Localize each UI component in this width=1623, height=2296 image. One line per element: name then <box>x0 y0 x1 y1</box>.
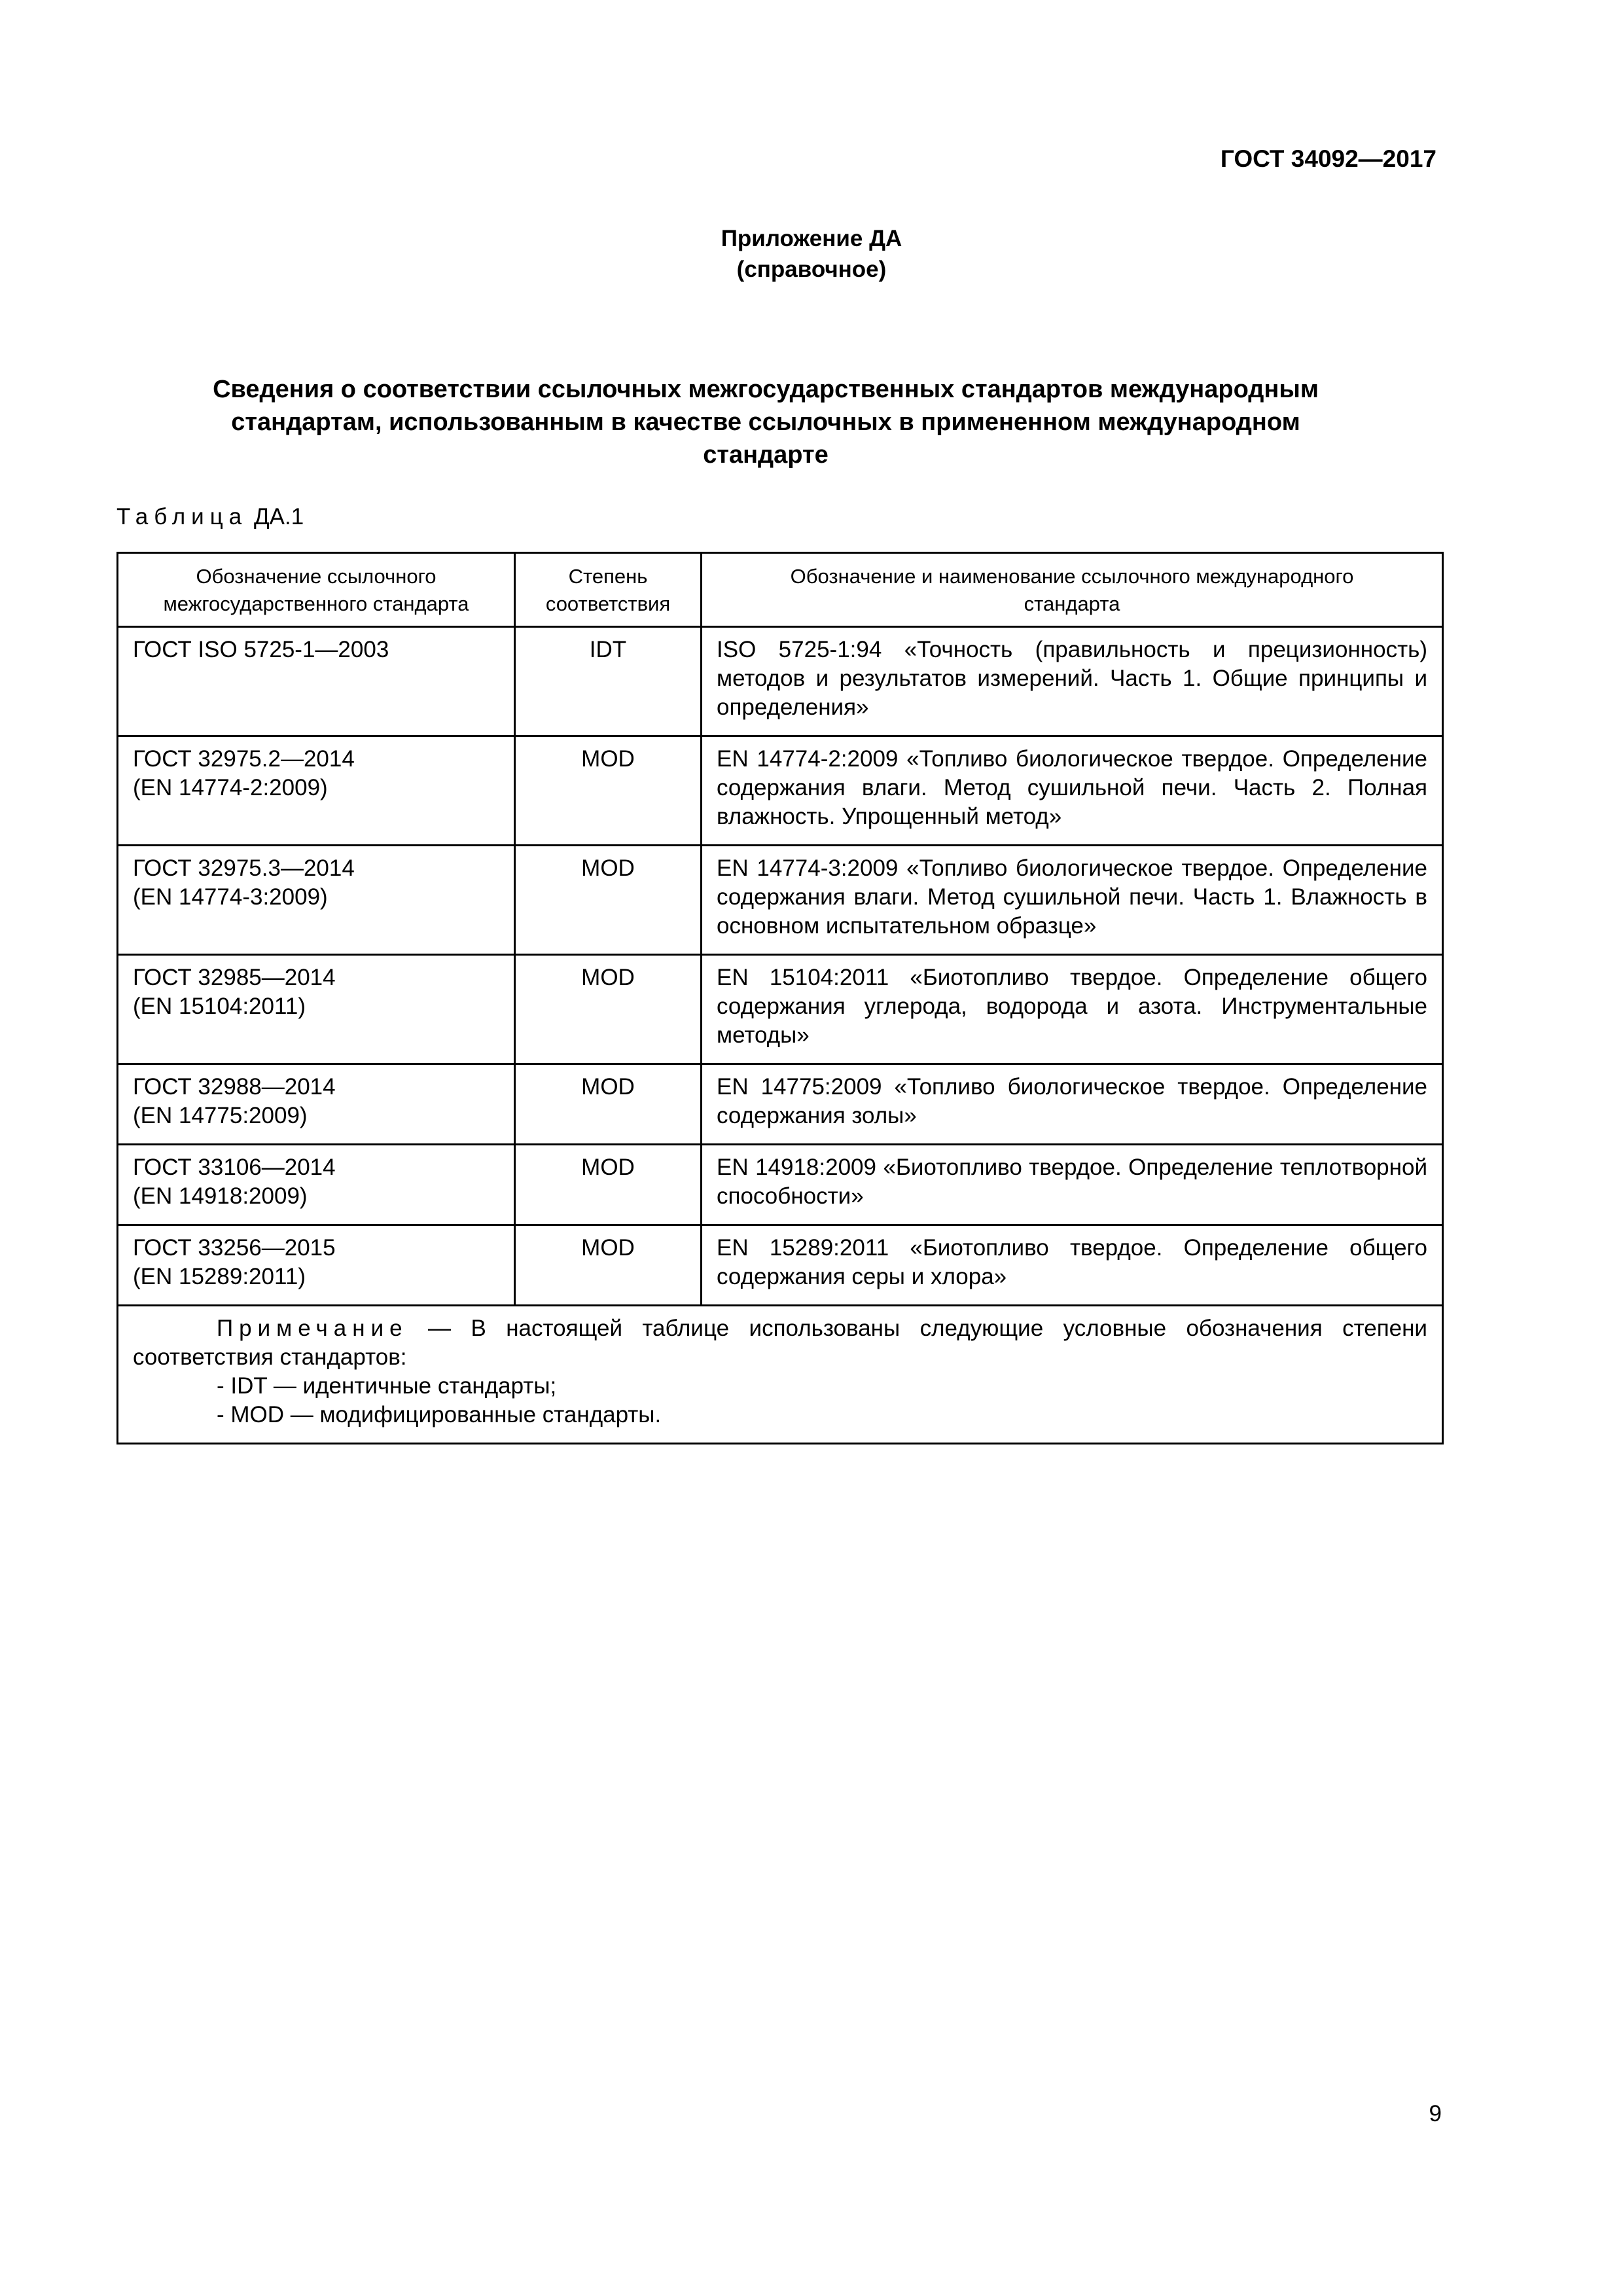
cell-intl: EN 14918:2009 «Биотопливо твердое. Определение теплотворной способности» <box>702 1145 1443 1225</box>
gost-code: ГОСТ 32975.3—2014 <box>133 855 355 881</box>
section-title-line: стандарте <box>703 441 829 469</box>
cell-intl: EN 15289:2011 «Биотопливо твердое. Определение общего содержания серы и хлора» <box>702 1225 1443 1306</box>
cell-degree: MOD <box>515 955 702 1064</box>
gost-en-code: (EN 14774-2:2009) <box>133 775 328 800</box>
gost-en-code: (EN 14918:2009) <box>133 1183 308 1209</box>
header-line: межгосударственного стандарта <box>163 592 469 615</box>
note-text <box>133 1314 1427 1372</box>
gost-en-code: (EN 15289:2011) <box>133 1264 306 1289</box>
cell-gost <box>118 1145 515 1225</box>
table-note-row <box>118 1306 1443 1444</box>
page-number: 9 <box>1429 2101 1442 2126</box>
gost-en-code: (EN 15104:2011) <box>133 994 306 1019</box>
gost-code: ГОСТ 33256—2015 <box>133 1235 336 1261</box>
cell-intl: ISO 5725-1:94 «Точность (правильность и прецизионность) методов и результатов измерений. Часть 1. Общие принципы и определения» <box>702 627 1443 736</box>
header-line: Обозначение ссылочного <box>196 565 437 588</box>
cell-degree: MOD <box>515 736 702 846</box>
cell-intl: EN 14774-3:2009 «Топливо биологическое твердое. Определение содержания влаги. Метод сушильной печи. Часть 1. Влажность в основном испытательном образце» <box>702 846 1443 955</box>
cell-gost <box>118 627 515 736</box>
note-item: - MOD — модифицированные стандарты. <box>217 1402 662 1427</box>
table-header-row <box>118 553 1443 627</box>
header-line: Степень <box>568 565 648 588</box>
header-degree <box>515 553 702 627</box>
note-item: - IDT — идентичные стандарты; <box>217 1373 557 1399</box>
table-row <box>118 1225 1443 1306</box>
cell-gost <box>118 1064 515 1145</box>
header-gost <box>118 553 515 627</box>
section-title-line: стандартам, использованным в качестве ссылочных в примененном международном <box>231 408 1300 436</box>
cell-intl: EN 14774-2:2009 «Топливо биологическое твердое. Определение содержания влаги. Метод сушильной печи. Часть 2. Полная влажность. Упрощенный метод» <box>702 736 1443 846</box>
gost-code: ГОСТ 32988—2014 <box>133 1074 336 1100</box>
appendix-title: Приложение ДА <box>721 226 902 251</box>
table-row <box>118 955 1443 1064</box>
gost-code: ГОСТ 32985—2014 <box>133 965 336 990</box>
table-row <box>118 736 1443 846</box>
gost-code: ГОСТ 32975.2—2014 <box>133 746 355 772</box>
header-line: стандарта <box>1024 592 1120 615</box>
table-row <box>118 846 1443 955</box>
note-body: — В настоящей таблице использованы следующие условные обозначения степени соответствия стандартов: <box>133 1316 1427 1370</box>
gost-en-code: (EN 14775:2009) <box>133 1103 308 1128</box>
cell-gost <box>118 1225 515 1306</box>
note-label: Примечание <box>217 1316 408 1341</box>
cell-degree: MOD <box>515 1225 702 1306</box>
cell-degree: MOD <box>515 1145 702 1225</box>
correspondence-table <box>116 552 1444 1444</box>
cell-degree: IDT <box>515 627 702 736</box>
cell-intl: EN 14775:2009 «Топливо биологическое твердое. Определение содержания золы» <box>702 1064 1443 1145</box>
document-code: ГОСТ 34092—2017 <box>1220 145 1436 172</box>
table-row <box>118 1064 1443 1145</box>
header-line: соответствия <box>545 592 671 615</box>
header-intl <box>702 553 1443 627</box>
table-caption <box>116 504 304 530</box>
table-caption-number: ДА.1 <box>253 504 304 529</box>
gost-code: ГОСТ 33106—2014 <box>133 1155 336 1180</box>
table-row <box>118 627 1443 736</box>
header-line: Обозначение и наименование ссылочного международного <box>790 565 1354 588</box>
cell-gost <box>118 736 515 846</box>
cell-gost <box>118 955 515 1064</box>
cell-degree: MOD <box>515 846 702 955</box>
section-title-line: Сведения о соответствии ссылочных межгосударственных стандартов международным <box>213 376 1319 403</box>
table-note <box>118 1306 1443 1444</box>
cell-intl: EN 15104:2011 «Биотопливо твердое. Определение общего содержания углерода, водорода и азота. Инструментальные методы» <box>702 955 1443 1064</box>
gost-en-code: (EN 14774-3:2009) <box>133 884 328 910</box>
cell-gost <box>118 846 515 955</box>
section-title <box>151 373 1381 471</box>
appendix-kind: (справочное) <box>736 257 887 282</box>
cell-degree: MOD <box>515 1064 702 1145</box>
table-row <box>118 1145 1443 1225</box>
table-caption-word: Таблица <box>116 504 248 529</box>
gost-code: ГОСТ ISO 5725-1—2003 <box>133 637 389 662</box>
